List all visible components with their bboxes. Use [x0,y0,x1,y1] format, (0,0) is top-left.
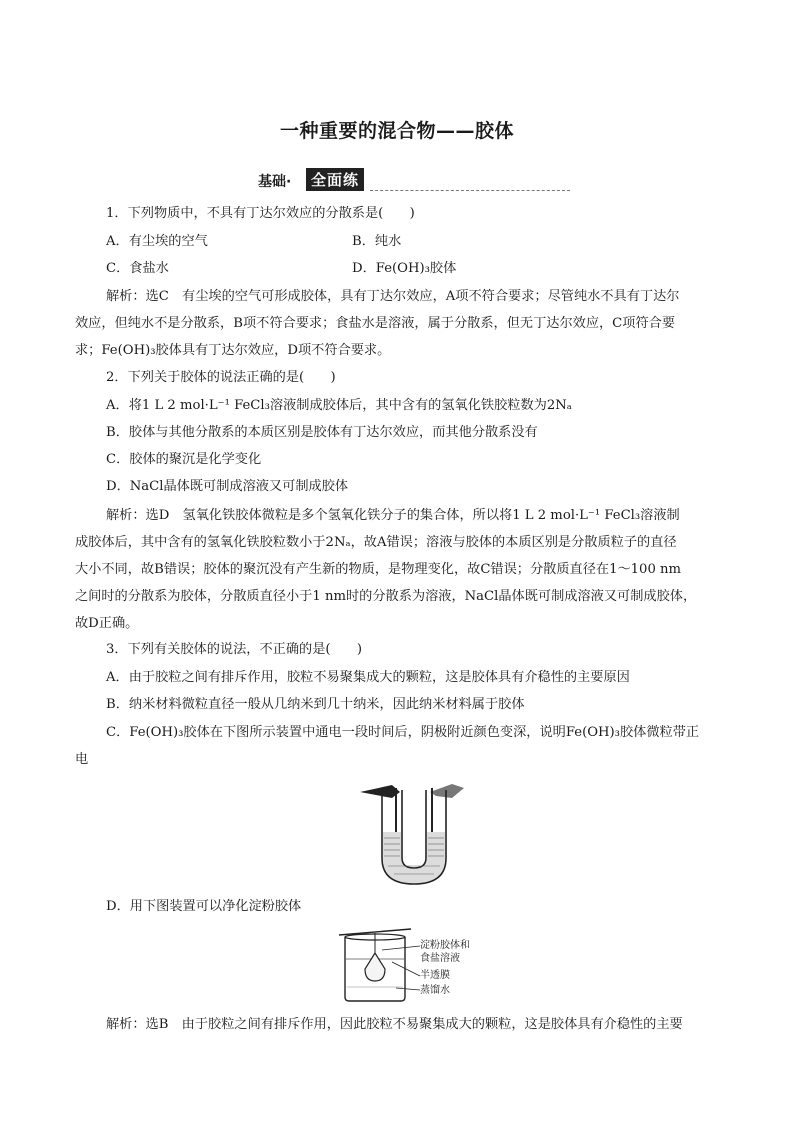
q3-option-a: A．由于胶粒之间有排斥作用，胶粒不易聚集成大的颗粒，这是胶体具有介稳性的主要原因 [106,670,630,685]
figure-label: 半透膜 [420,970,450,981]
q3-analysis-line: 解析：选B 由于胶粒之间有排斥作用，因此胶粒不易聚集成大的颗粒，这是胶体具有介稳性的主要 [106,1017,683,1032]
section-header [258,168,570,192]
q3-option-c: C．Fe(OH)₃胶体在下图所示装置中通电一段时间后，阴极附近颜色变深，说明Fe(OH)₃胶体微粒带正 [106,725,700,740]
q2-analysis-line: 解析：选D 氢氧化铁胶体微粒是多个氢氧化铁分子的集合体，所以将1 L 2 mol·L⁻¹ FeCl₃溶液制 [106,508,680,523]
q1-stem: 1．下列物质中，不具有丁达尔效应的分散系是( ) [106,206,415,221]
q1-option-b: B．纯水 [352,234,402,249]
q1-option-a: A．有尘埃的空气 [106,234,208,249]
q2-analysis-line: 故D正确。 [75,616,139,631]
q2-option-b: B．胶体与其他分散系的本质区别是胶体有丁达尔效应，而其他分散系没有 [106,425,538,440]
section-divider [370,190,570,191]
page-title: 一种重要的混合物——胶体 [279,120,514,142]
q1-analysis-line: 求；Fe(OH)₃胶体具有丁达尔效应，D项不符合要求。 [75,343,391,358]
q3-stem: 3．下列有关胶体的说法，不正确的是( ) [106,642,363,657]
q1-option-c: C．食盐水 [106,261,169,276]
q2-option-d: D．NaCl晶体既可制成溶液又可制成胶体 [106,479,349,494]
figure-label: 淀粉胶体和 [420,940,470,951]
q2-option-a: A．将1 L 2 mol·L⁻¹ FeCl₃溶液制成胶体后，其中含有的氢氧化铁胶粒数为2Nₐ [106,398,572,413]
u-tube-electrophoresis-figure [352,780,472,890]
q3-option-b: B．纳米材料微粒直径一般从几纳米到几十纳米，因此纳米材料属于胶体 [106,697,525,712]
q1-option-d: D．Fe(OH)₃胶体 [352,261,457,276]
q2-option-c: C．胶体的聚沉是化学变化 [106,452,262,467]
section-label: 全面练 [306,168,364,191]
q3-option-c-continued: 电 [75,752,89,767]
q2-analysis-line: 成胶体后，其中含有的氢氧化铁胶粒数小于2Nₐ，故A错误；溶液与胶体的本质区别是分散质粒子的直径 [75,535,677,550]
q2-analysis-line: 之间时的分散系为胶体，分散质直径小于1 nm时的分散系为溶液，NaCl晶体既可制成溶液又可制成胶体， [75,589,697,604]
q1-analysis-line: 解析：选C 有尘埃的空气可形成胶体，具有丁达尔效应，A项不符合要求；尽管纯水不具有丁达尔 [106,289,680,304]
q2-stem: 2．下列关于胶体的说法正确的是( ) [106,370,336,385]
figure-label: 食盐溶液 [420,953,460,964]
q2-analysis-line: 大小不同，故B错误；胶体的聚沉没有产生新的物质，是物理变化，故C错误；分散质直径在1～100 nm [75,562,682,577]
section-prefix: 基础· [258,174,292,190]
q3-option-d: D．用下图装置可以净化淀粉胶体 [106,899,302,914]
figure-label: 蒸馏水 [420,985,450,996]
cathode-electrode-icon [360,785,400,798]
figure-leader-lines [378,940,422,996]
anode-electrode-icon [430,784,464,798]
q1-analysis-line: 效应，但纯水不是分散系，B项不符合要求；食盐水是溶液，属于分散系，但无丁达尔效应，C项符合要 [75,316,676,331]
